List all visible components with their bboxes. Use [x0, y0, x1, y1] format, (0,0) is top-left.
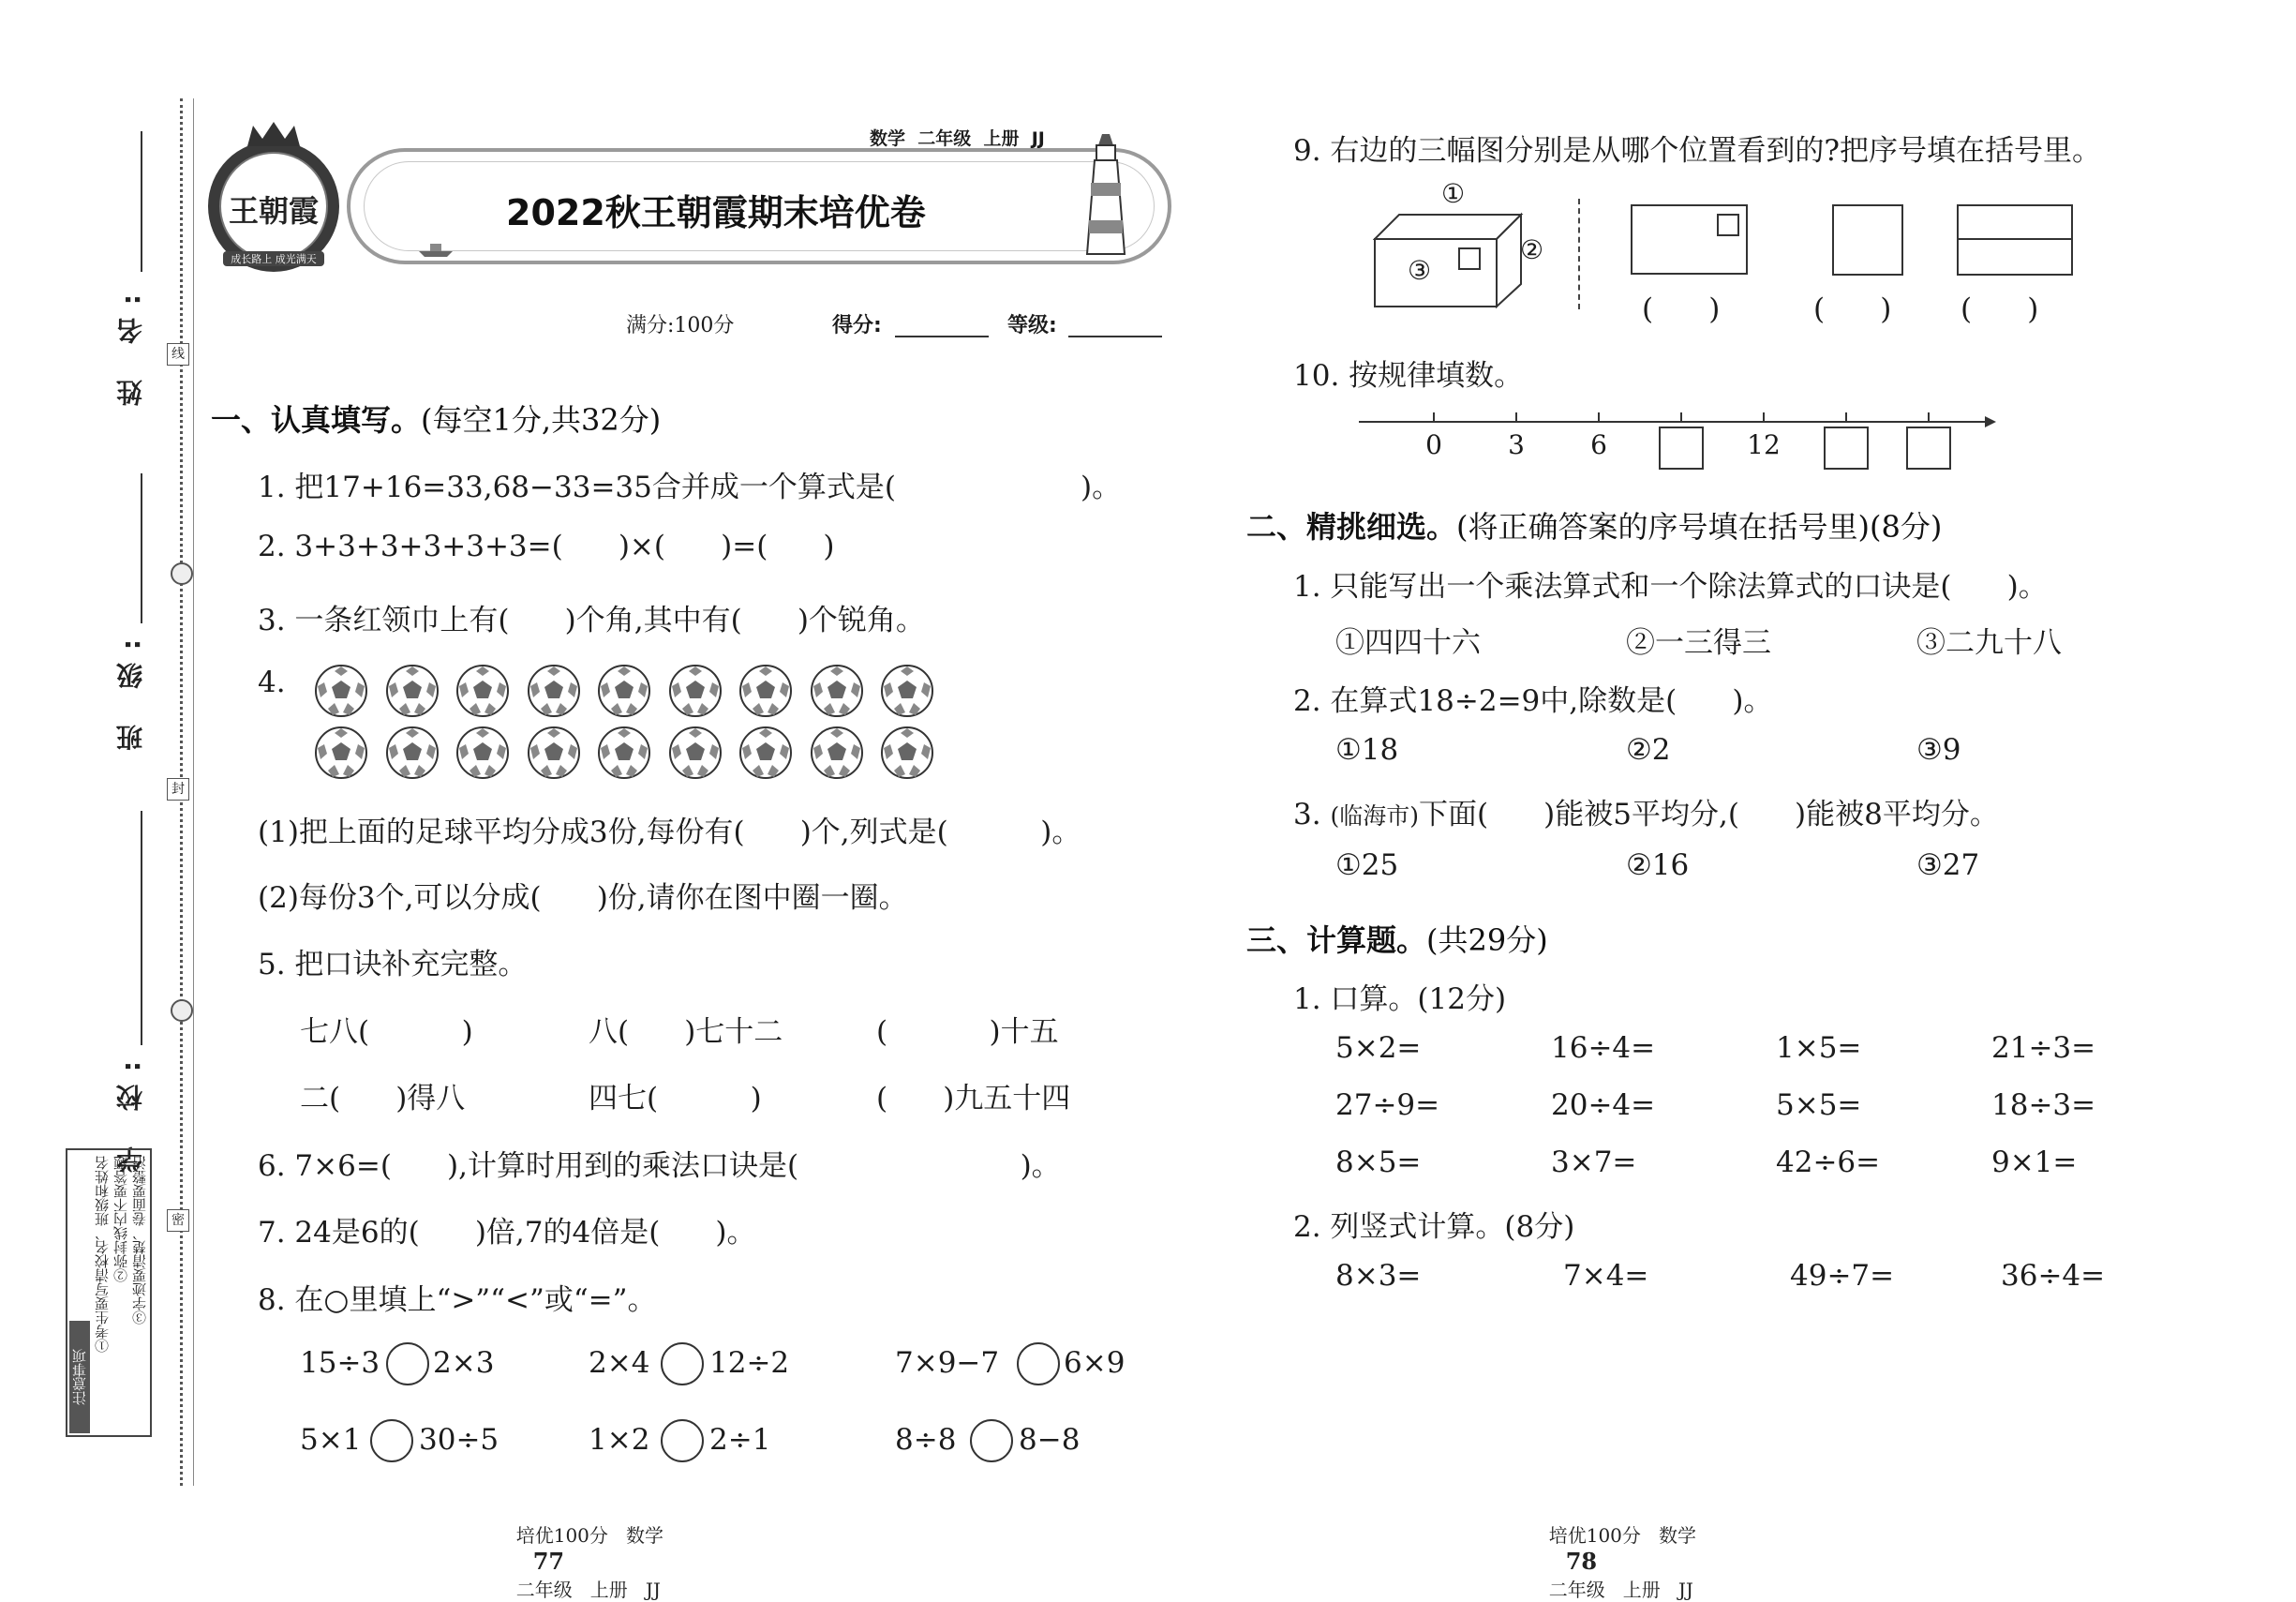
s2-q1: 1. 只能写出一个乘法算式和一个除法算式的口诀是( )。 [1293, 570, 2048, 604]
soccer-ball-icon [314, 664, 368, 718]
q8-r1-c2-right: 12÷2 [709, 1346, 790, 1380]
school-field-line[interactable] [141, 811, 142, 1045]
notes-title: 注意事项 [69, 1321, 90, 1433]
oral-calc-item[interactable]: 18÷3= [1991, 1088, 2096, 1122]
s1-q8: 8. 在○里填上“>”“<”或“=”。 [258, 1283, 657, 1317]
soccer-ball-icon [880, 726, 934, 780]
soccer-ball-icon [810, 664, 864, 718]
binding-solid-line [193, 98, 194, 1486]
soccer-ball-icon [455, 726, 510, 780]
number-line-tick-label: 0 [1425, 429, 1442, 460]
section3-note: (共29分) [1426, 922, 1548, 958]
name-label: 姓 名: [115, 281, 146, 406]
section2-note: (将正确答案的序号填在括号里)(8分) [1456, 509, 1943, 545]
view-label-2: ② [1520, 234, 1544, 265]
footer-left-prefix: 培优100分 数学 [515, 1524, 663, 1547]
oral-calc-item[interactable]: 16÷4= [1551, 1031, 1656, 1065]
compare-circle[interactable] [970, 1419, 1013, 1462]
section1-heading [211, 397, 661, 440]
soccer-ball-icon [527, 664, 581, 718]
soccer-ball-icon [738, 726, 793, 780]
q9-view-c-line [1957, 238, 2073, 240]
number-line-blank-box[interactable] [1906, 427, 1951, 470]
s2-q3-region-tag: (临海市) [1330, 802, 1419, 830]
brand-logo-text: 王朝霞 [228, 193, 319, 229]
view-label-1: ① [1441, 178, 1466, 209]
soccer-ball-icon [597, 664, 651, 718]
s1-q1: 1. 把17+16=33,68−33=35合并成一个算式是( )。 [258, 471, 1122, 504]
q8-r2-c2-left: 1×2 [589, 1423, 650, 1457]
notes-item-2: ②弥封线内不要答题 [112, 1156, 129, 1282]
oral-calc-item[interactable]: 42÷6= [1776, 1145, 1881, 1179]
header-meta: 数学 二年级 上册 JJ [870, 128, 1045, 149]
section1-note: (每空1分,共32分) [421, 402, 662, 438]
compare-circle[interactable] [661, 1342, 704, 1385]
s2-q2-opt-1[interactable]: ①18 [1335, 733, 1399, 767]
s3-q2: 2. 列竖式计算。(8分) [1293, 1210, 1575, 1244]
vertical-calc-4[interactable]: 36÷4= [2001, 1259, 2106, 1293]
class-label: 班 级: [115, 626, 146, 751]
q5-r1-a: 七八( ) [300, 1015, 473, 1049]
s2-q3-number: 3. [1293, 798, 1321, 831]
q5-r1-c: ( )十五 [876, 1015, 1059, 1049]
crown-icon [246, 120, 302, 148]
s1-q2: 2. 3+3+3+3+3+3=( )×( )=( ) [258, 530, 835, 563]
soccer-ball-icon [455, 664, 510, 718]
notes-item-3: ③字迹要清楚、卷面要整洁 [131, 1156, 148, 1325]
footer-right-suffix: 二年级 上册 JJ [1548, 1579, 1693, 1601]
q9-answer-a[interactable]: ( ) [1642, 292, 1721, 326]
s2-q2-opt-3[interactable]: ③9 [1916, 733, 1961, 767]
s2-q3 [1293, 790, 1999, 832]
number-line-tick-label: 12 [1747, 429, 1781, 460]
q8-r1-c1-right: 2×3 [433, 1346, 495, 1380]
s1-q3: 3. 一条红领巾上有( )个角,其中有( )个锐角。 [258, 604, 925, 637]
footer-left [504, 1498, 663, 1602]
q8-r2-c2-right: 2÷1 [709, 1423, 771, 1457]
q9-text: 9. 右边的三幅图分别是从哪个位置看到的?把序号填在括号里。 [1293, 134, 2102, 168]
soccer-ball-icon [314, 726, 368, 780]
section2-heading [1246, 503, 1942, 546]
q8-r1-c3-left: 7×9−7 [895, 1346, 1000, 1380]
s2-q3-opt-3[interactable]: ③27 [1916, 848, 1980, 882]
page-title: 2022秋王朝霞期末培优卷 [506, 192, 926, 233]
q8-r2-c1-left: 5×1 [300, 1423, 362, 1457]
oral-calc-item[interactable]: 5×2= [1335, 1031, 1422, 1065]
section3-heading [1246, 917, 1548, 960]
cut-line-marker: 线 [167, 343, 189, 366]
soccer-ball-icon [880, 664, 934, 718]
number-line-tick-label: 3 [1508, 429, 1525, 460]
q8-r2-c1-right: 30÷5 [419, 1423, 499, 1457]
s1-q5: 5. 把口诀补充完整。 [258, 948, 528, 981]
s2-q1-opt-1[interactable]: ①四四十六 [1335, 626, 1481, 660]
soccer-ball-icon [668, 726, 723, 780]
class-field-line[interactable] [141, 473, 142, 623]
oral-calc-item[interactable]: 21÷3= [1991, 1031, 2096, 1065]
q5-r2-b: 四七( ) [589, 1082, 762, 1115]
soccer-ball-icon [597, 726, 651, 780]
q8-r1-c1-left: 15÷3 [300, 1346, 380, 1380]
grade-label: 等级: [1007, 314, 1057, 337]
full-score: 满分:100分 [626, 314, 735, 337]
school-label: 学 校: [115, 1048, 146, 1173]
compare-circle[interactable] [370, 1419, 413, 1462]
vertical-calc-3[interactable]: 49÷7= [1790, 1259, 1895, 1293]
oral-calc-item[interactable]: 3×7= [1551, 1145, 1637, 1179]
q10-text: 10. 按规律填数。 [1293, 359, 1524, 393]
oral-calc-item[interactable]: 5×5= [1776, 1088, 1862, 1122]
q9-view-a-window [1717, 214, 1739, 236]
ship-icon [417, 240, 455, 259]
soccer-ball-icon [738, 664, 793, 718]
view-label-3: ③ [1408, 255, 1432, 286]
compare-circle[interactable] [661, 1419, 704, 1462]
oral-calc-item[interactable]: 1×5= [1776, 1031, 1862, 1065]
oral-calc-item[interactable]: 20÷4= [1551, 1088, 1656, 1122]
vertical-calc-1[interactable]: 8×3= [1335, 1259, 1422, 1293]
soccer-ball-icon [668, 664, 723, 718]
q8-r1-c3-right: 6×9 [1064, 1346, 1126, 1380]
notes-item-1: ①考生要写清校名、班级和姓名 [94, 1156, 111, 1353]
footer-left-page: 77 [532, 1548, 565, 1575]
footer-right [1537, 1498, 1696, 1602]
soccer-ball-icon [527, 726, 581, 780]
q9-view-c [1957, 204, 2073, 276]
q5-r1-b: 八( )七十二 [589, 1015, 783, 1049]
notes-box [66, 1148, 152, 1437]
footer-right-page: 78 [1565, 1548, 1598, 1575]
q9-box-figure [1373, 202, 1542, 309]
number-line-tick-label: 6 [1590, 429, 1607, 460]
s2-q2-opt-2[interactable]: ②2 [1626, 733, 1671, 767]
s1-q4-number: 4. [258, 666, 286, 699]
cut-seal-marker: 密 [167, 1209, 189, 1232]
q8-r1-c2-left: 2×4 [589, 1346, 650, 1380]
s2-q1-opt-3[interactable]: ③二九十八 [1916, 626, 2062, 660]
cut-dash-marker: 封 [167, 778, 189, 801]
cut-circle-marker-2 [171, 999, 193, 1022]
compare-circle[interactable] [1017, 1342, 1060, 1385]
s2-q3-opt-2[interactable]: ②16 [1626, 848, 1690, 882]
q5-r2-c: ( )九五十四 [876, 1082, 1071, 1115]
s1-q4b: (2)每份3个,可以分成( )份,请你在图中圈一圈。 [258, 881, 908, 915]
q9-answer-b[interactable]: ( ) [1813, 292, 1892, 326]
compare-circle[interactable] [386, 1342, 429, 1385]
footer-right-prefix: 培优100分 数学 [1548, 1524, 1696, 1547]
q8-r2-c3-right: 8−8 [1019, 1423, 1081, 1457]
vertical-calc-2[interactable]: 7×4= [1563, 1259, 1649, 1293]
s2-q3-opt-1[interactable]: ①25 [1335, 848, 1399, 882]
s3-q1: 1. 口算。(12分) [1293, 982, 1507, 1016]
soccer-ball-icon [385, 664, 440, 718]
soccer-ball-icon [385, 726, 440, 780]
section1-title: 一、认真填写。 [211, 402, 422, 438]
footer-left-suffix: 二年级 上册 JJ [515, 1579, 661, 1601]
brand-tagline: 成长路上 成光满天 [223, 251, 324, 266]
q5-r2-a: 二( )得八 [300, 1082, 466, 1115]
s2-q1-opt-2[interactable]: ②一三得三 [1626, 626, 1771, 660]
soccer-ball-icon [810, 726, 864, 780]
grade-field[interactable] [1068, 336, 1162, 337]
s1-q6: 6. 7×6=( ),计算时用到的乘法口诀是( )。 [258, 1149, 1061, 1183]
s1-q7: 7. 24是6的( )倍,7的4倍是( )。 [258, 1216, 756, 1250]
number-line-blank-box[interactable] [1824, 427, 1869, 470]
s1-q4a: (1)把上面的足球平均分成3份,每份有( )个,列式是( )。 [258, 816, 1081, 849]
number-line-blank-box[interactable] [1659, 427, 1704, 470]
q8-r2-c3-left: 8÷8 [895, 1423, 957, 1457]
s2-q2: 2. 在算式18÷2=9中,除数是( )。 [1293, 684, 1773, 718]
s2-q3-text: 下面( )能被5平均分,( )能被8平均分。 [1418, 798, 1999, 831]
lighthouse-icon [1078, 127, 1134, 258]
q9-answer-c[interactable]: ( ) [1961, 292, 2039, 326]
oral-calc-item[interactable]: 27÷9= [1335, 1088, 1440, 1122]
section3-title: 三、计算题。 [1246, 922, 1427, 958]
section2-title: 二、精挑细选。 [1246, 509, 1457, 545]
name-field-line[interactable] [141, 131, 142, 272]
score-field[interactable] [895, 336, 989, 337]
q9-view-b [1832, 204, 1903, 276]
oral-calc-item[interactable]: 8×5= [1335, 1145, 1422, 1179]
brand-logo [208, 141, 339, 272]
q9-dashed-divider [1578, 199, 1580, 309]
oral-calc-item[interactable]: 9×1= [1991, 1145, 2078, 1179]
cut-circle-marker-1 [171, 562, 193, 585]
score-label: 得分: [832, 314, 882, 337]
